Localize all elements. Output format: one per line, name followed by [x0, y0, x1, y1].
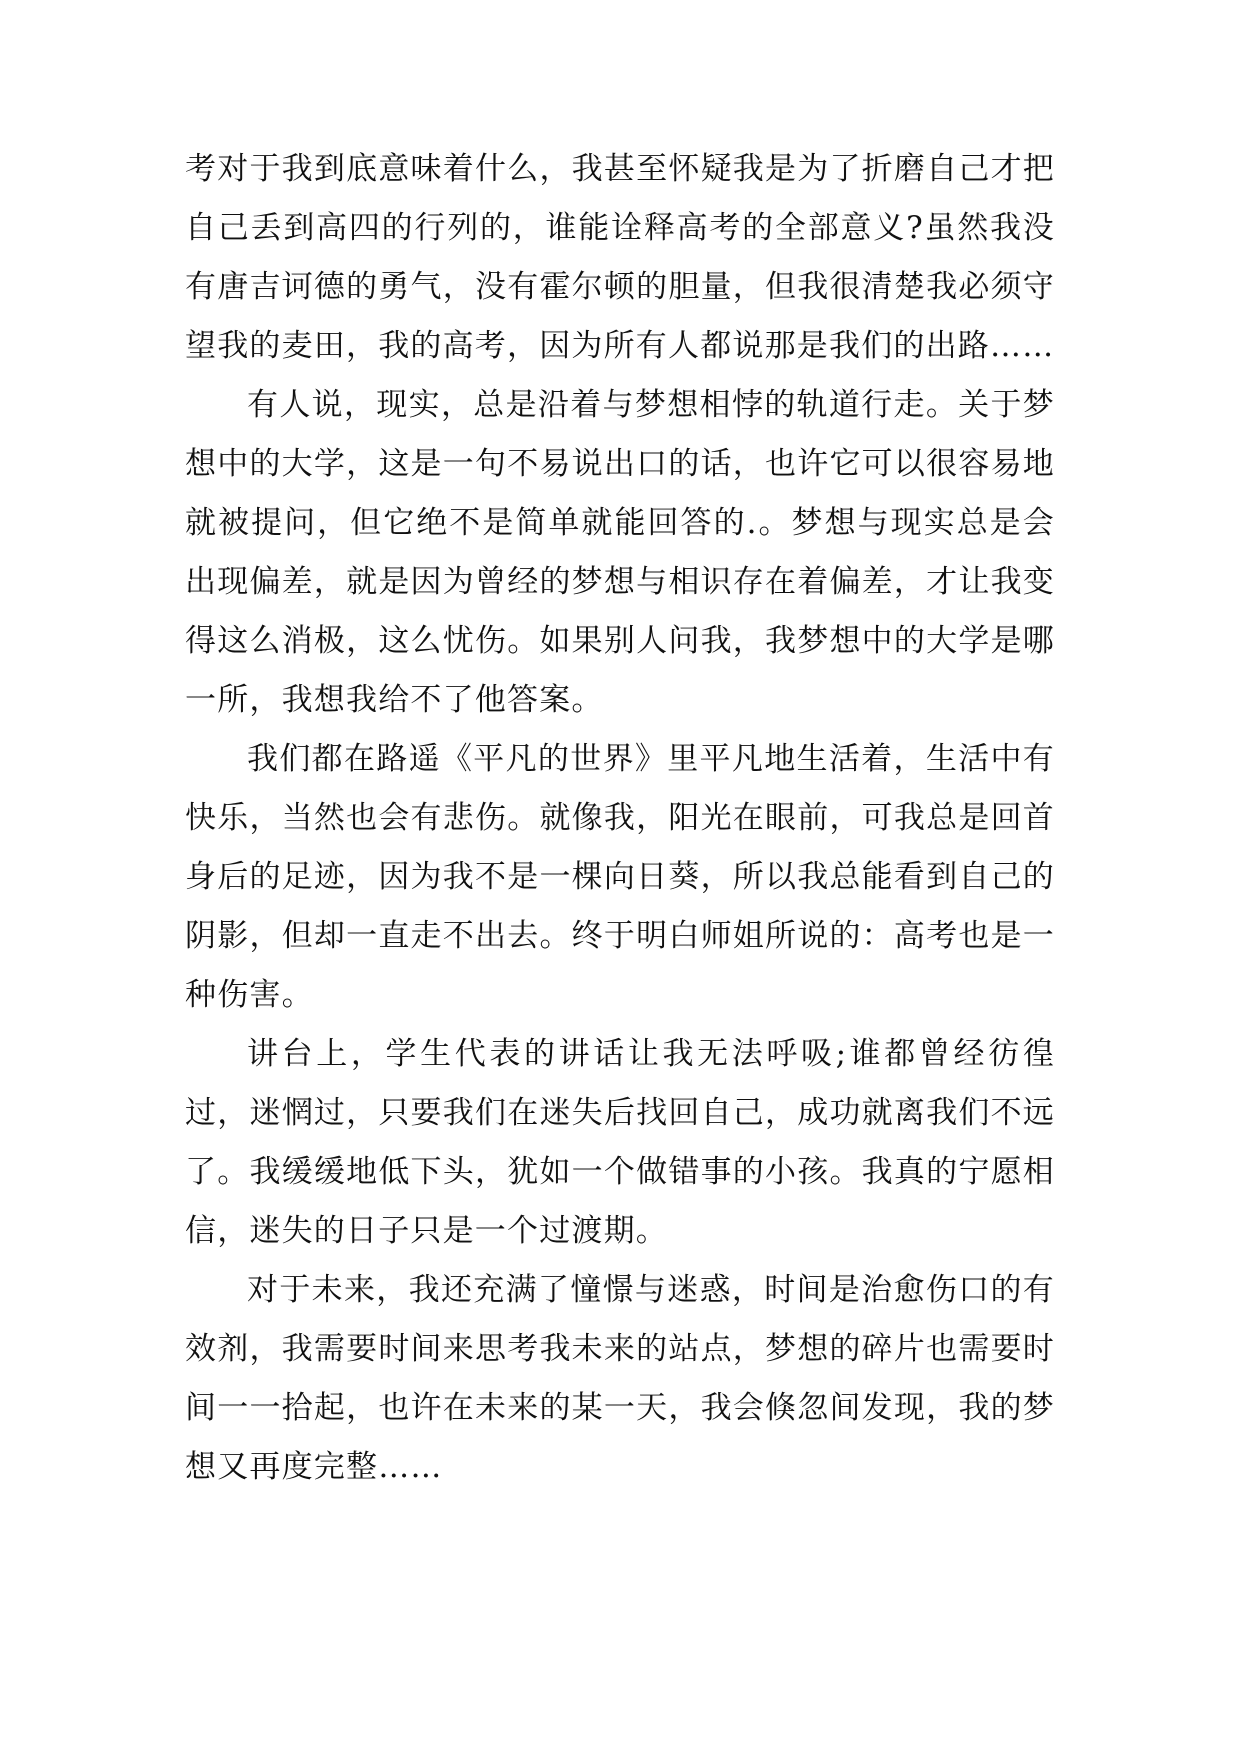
paragraph: 我们都在路遥《平凡的世界》里平凡地生活着，生活中有快乐，当然也会有悲伤。就像我，阳光在眼前，可我总是回首身后的足迹，因为我不是一棵向日葵，所以我总能看到自己的阴影，但却一直走不出去。终于明白师姐所说的：高考也是一种伤害。: [185, 741, 1055, 1013]
paragraph: 讲台上，学生代表的讲话让我无法呼吸;谁都曾经彷徨过，迷惘过，只要我们在迷失后找回自己，成功就离我们不远了。我缓缓地低下头，犹如一个做错事的小孩。我真的宁愿相信，迷失的日子只是一个过渡期。: [185, 1036, 1055, 1249]
paragraph: 有人说，现实，总是沿着与梦想相悖的轨道行走。关于梦想中的大学，这是一句不易说出口的话，也许它可以很容易地就被提问，但它绝不是简单就能回答的.。梦想与现实总是会出现偏差，就是因为曾经的梦想与相识存在着偏差，才让我变得这么消极，这么忧伤。如果别人问我，我梦想中的大学是哪一所，我想我给不了他答案。: [185, 387, 1055, 718]
paragraph-continued: 考对于我到底意味着什么，我甚至怀疑我是为了折磨自己才把自己丢到高四的行列的，谁能诠释高考的全部意义?虽然我没有唐吉诃德的勇气，没有霍尔顿的胆量，但我很清楚我必须守望我的麦田，我的高考，因为所有人都说那是我们的出路……: [185, 151, 1055, 364]
body-text: [185, 140, 1055, 1497]
paragraph: 对于未来，我还充满了憧憬与迷惑，时间是治愈伤口的有效剂，我需要时间来思考我未来的站点，梦想的碎片也需要时间一一拾起，也许在未来的某一天，我会倏忽间发现，我的梦想又再度完整……: [185, 1272, 1055, 1485]
